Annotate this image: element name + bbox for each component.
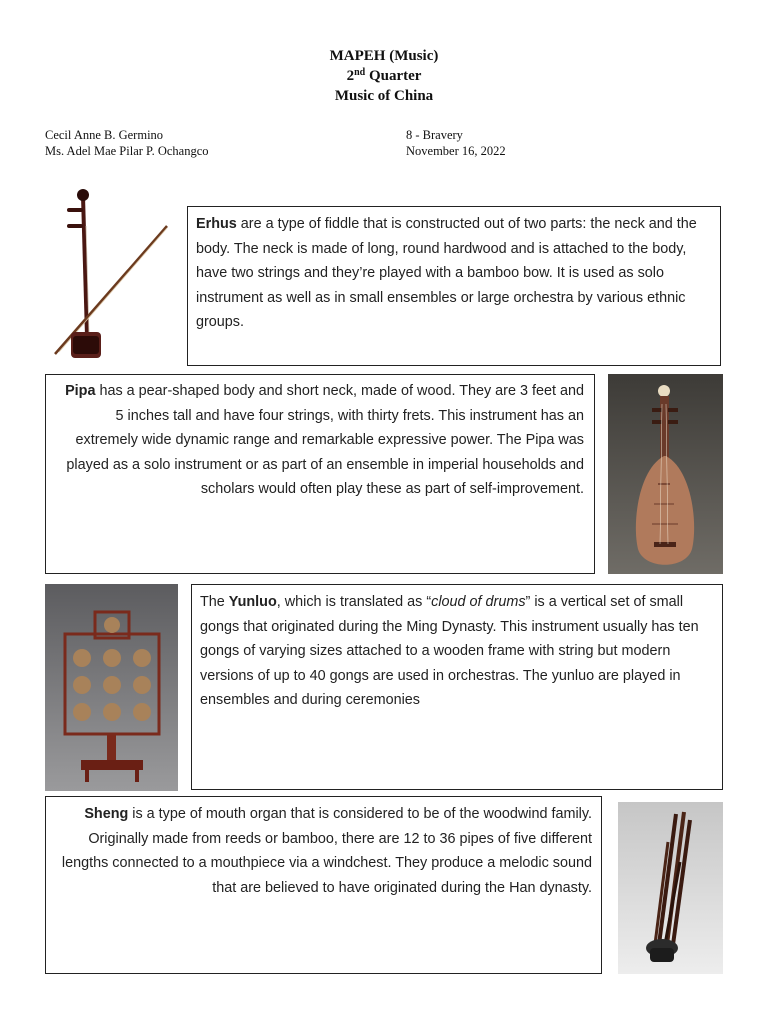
yunluo-mid: , which is translated as “	[276, 594, 432, 610]
sheng-name: Sheng	[84, 806, 129, 822]
quarter-number: 2	[346, 68, 355, 84]
quarter-suffix: nd	[354, 67, 366, 78]
class-info	[406, 127, 506, 159]
subject-title: MAPEH (Music)	[329, 48, 439, 64]
pipa-name: Pipa	[65, 383, 96, 399]
yunluo-illustration	[45, 584, 178, 791]
sheng-illustration	[618, 802, 723, 974]
erhu-illustration	[45, 186, 171, 362]
teacher-name: Ms. Adel Mae Pilar P. Ochangco	[45, 144, 209, 158]
yunluo-description-box	[191, 584, 723, 790]
sheng-image	[618, 802, 723, 974]
yunluo-description	[200, 590, 714, 713]
erhu-name: Erhus	[196, 216, 237, 232]
sheng-description	[55, 802, 592, 900]
section-name: 8 - Bravery	[406, 128, 463, 142]
document-header	[0, 46, 768, 106]
pipa-image	[608, 374, 723, 574]
quarter-word: Quarter	[368, 68, 422, 84]
pipa-illustration	[608, 374, 723, 574]
topic-title: Music of China	[334, 88, 434, 104]
pipa-description	[56, 379, 584, 502]
pipa-text: has a pear-shaped body and short neck, made of wood. They are 3 feet and 5 inches tall and have four strings, with thirty frets. This instrument has an extremely wide dynamic range and remarkable expressive power. The Pipa was played as a solo instrument or as part of an ensemble in imperial households and scholars would often play these as part of self-improvement.	[66, 383, 584, 498]
student-name: Cecil Anne B. Germino	[45, 128, 164, 142]
yunluo-image	[45, 584, 178, 791]
student-info	[45, 127, 209, 159]
yunluo-prefix: The	[200, 594, 229, 610]
erhu-text: are a type of fiddle that is constructed out of two parts: the neck and the body. The neck is made of long, round hardwood and is attached to the body, have two strings and they’re played with a bamboo bow. It is used as solo instrument as well as in small ensembles or large orchestra by various ethnic groups.	[196, 216, 697, 331]
erhu-description-box	[187, 206, 721, 366]
yunluo-translation: cloud of drums	[431, 594, 526, 610]
sheng-text: is a type of mouth organ that is considered to be of the woodwind family. Originally made from reeds or bamboo, there are 12 to 36 pipes of five different lengths connected to a mouthpiece via a windchest. They produce a melodic sound that are believed to have originated during the Han dynasty.	[61, 806, 592, 896]
erhu-description	[196, 212, 712, 335]
yunluo-name: Yunluo	[228, 594, 277, 610]
erhu-image	[45, 186, 171, 362]
pipa-description-box	[45, 374, 595, 574]
sheng-description-box	[45, 796, 602, 974]
submission-date: November 16, 2022	[406, 144, 506, 158]
quarter-line	[0, 66, 768, 86]
yunluo-text: ” is a vertical set of small gongs that originated during the Ming Dynasty. This instrument usually has ten gongs of varying sizes attached to a wooden frame with string but modern versions of up to 40 gongs are used in orchestras. The yunluo are played in ensembles and during ceremonies	[200, 594, 699, 709]
